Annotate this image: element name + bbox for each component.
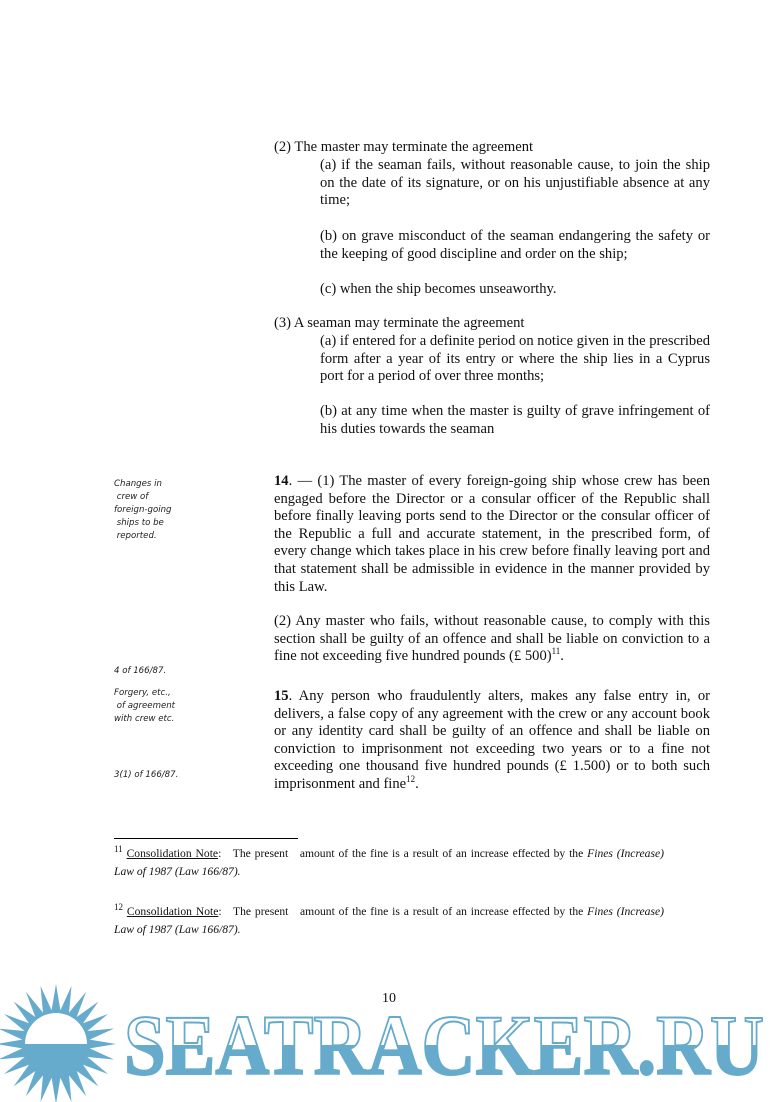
margin-line: Changes in xyxy=(114,479,162,489)
footnote-citation: Fines (Increase) Law of 1987 (Law 166/87). xyxy=(114,905,667,936)
section13-p3-b: (b) at any time when the master is guilty of grave infringement of his duties towards the seaman xyxy=(320,403,710,437)
margin-line: foreign-going xyxy=(114,505,172,515)
seatracker-watermark-logo xyxy=(0,982,778,1102)
section-number: 15 xyxy=(274,688,289,704)
footnote-11 xyxy=(114,844,667,880)
footnote-number: 11 xyxy=(114,844,123,855)
section13-p2-a: (a) if the seaman fails, without reasonable cause, to join the ship on the date of its signature, or on his unjustifiable absence at any time; xyxy=(320,157,710,209)
section13-p2-c: (c) when the ship becomes unseaworthy. xyxy=(320,281,557,297)
section15-p1 xyxy=(274,688,710,794)
watermark-text: SEATRACKER.RU xyxy=(124,997,764,1093)
section14-p1-text: . — (1) The master of every foreign-going ship whose crew has been engaged before the Director or a consular officer of the Republic shall before finally leaving ports send to the Director or the consular officer of the Republic a full and accurate statement, in the prescribed form, of every change which takes place in his crew before finally leaving port and that statement shall be admissible in evidence in the manner provided by this Law. xyxy=(274,473,710,595)
margin-note-changes xyxy=(114,478,172,543)
page-number: 10 xyxy=(382,991,396,1006)
footnote-label: Consolidation Note xyxy=(126,847,219,860)
section13-p2-b: (b) on grave misconduct of the seaman endangering the safety or the keeping of good discipline and order on the ship; xyxy=(320,228,710,262)
section15-p1-text: . Any person who fraudulently alters, makes any false entry in, or delivers, a false copy of any agreement with the crew or any account book or any identity card shall be guilty of an offence and shall be liable on conviction to imprisonment not exceeding two years or to a fine not exceeding one thousand five hundred pounds (£ 1.500) or to both such imprisonment and fine xyxy=(274,688,710,792)
footnote-ref[interactable]: 12 xyxy=(406,774,416,785)
section13-p3-heading: (3) A seaman may terminate the agreement xyxy=(274,315,525,331)
section13-p2-heading: (2) The master may terminate the agreement xyxy=(274,139,534,155)
footnote-label: Consolidation Note xyxy=(126,905,219,918)
footnote-text: : The present amount of the fine is a result of an increase effected by the xyxy=(218,905,588,918)
footnote-separator xyxy=(114,838,298,839)
margin-line: ships to be xyxy=(114,518,164,528)
period: . xyxy=(560,648,564,665)
section13-p3-a: (a) if entered for a definite period on notice given in the prescribed form after a year of its entry or where the ship lies in a Cyprus port for a period of over three months; xyxy=(320,333,710,385)
section14-p1 xyxy=(274,473,710,596)
period: . xyxy=(415,775,419,792)
footnote-text: : The present amount of the fine is a result of an increase effected by the xyxy=(218,847,588,860)
footnote-number: 12 xyxy=(114,902,123,913)
margin-line: reported. xyxy=(114,531,157,541)
margin-line: Forgery, etc., xyxy=(114,688,171,698)
footnote-12 xyxy=(114,902,667,938)
margin-line: of agreement xyxy=(114,701,176,711)
section14-p2 xyxy=(274,613,710,666)
section14-p2-text: (2) Any master who fails, without reasonable cause, to comply with this section shall be guilty of an offence and shall be liable on conviction to a fine not exceeding five hundred pounds (£ 500) xyxy=(274,613,710,665)
sun-icon xyxy=(0,984,116,1102)
margin-line: with crew etc. xyxy=(114,714,175,724)
footnote-ref[interactable]: 11 xyxy=(551,646,561,657)
margin-note-forgery xyxy=(114,687,175,726)
footnote-citation: Fines (Increase) Law of 1987 (Law 166/87). xyxy=(114,847,667,878)
margin-note-ref1: 4 of 166/87. xyxy=(114,666,167,676)
margin-note-ref2: 3(1) of 166/87. xyxy=(114,770,179,780)
section-number: 14 xyxy=(274,473,289,489)
margin-line: crew of xyxy=(114,492,149,502)
